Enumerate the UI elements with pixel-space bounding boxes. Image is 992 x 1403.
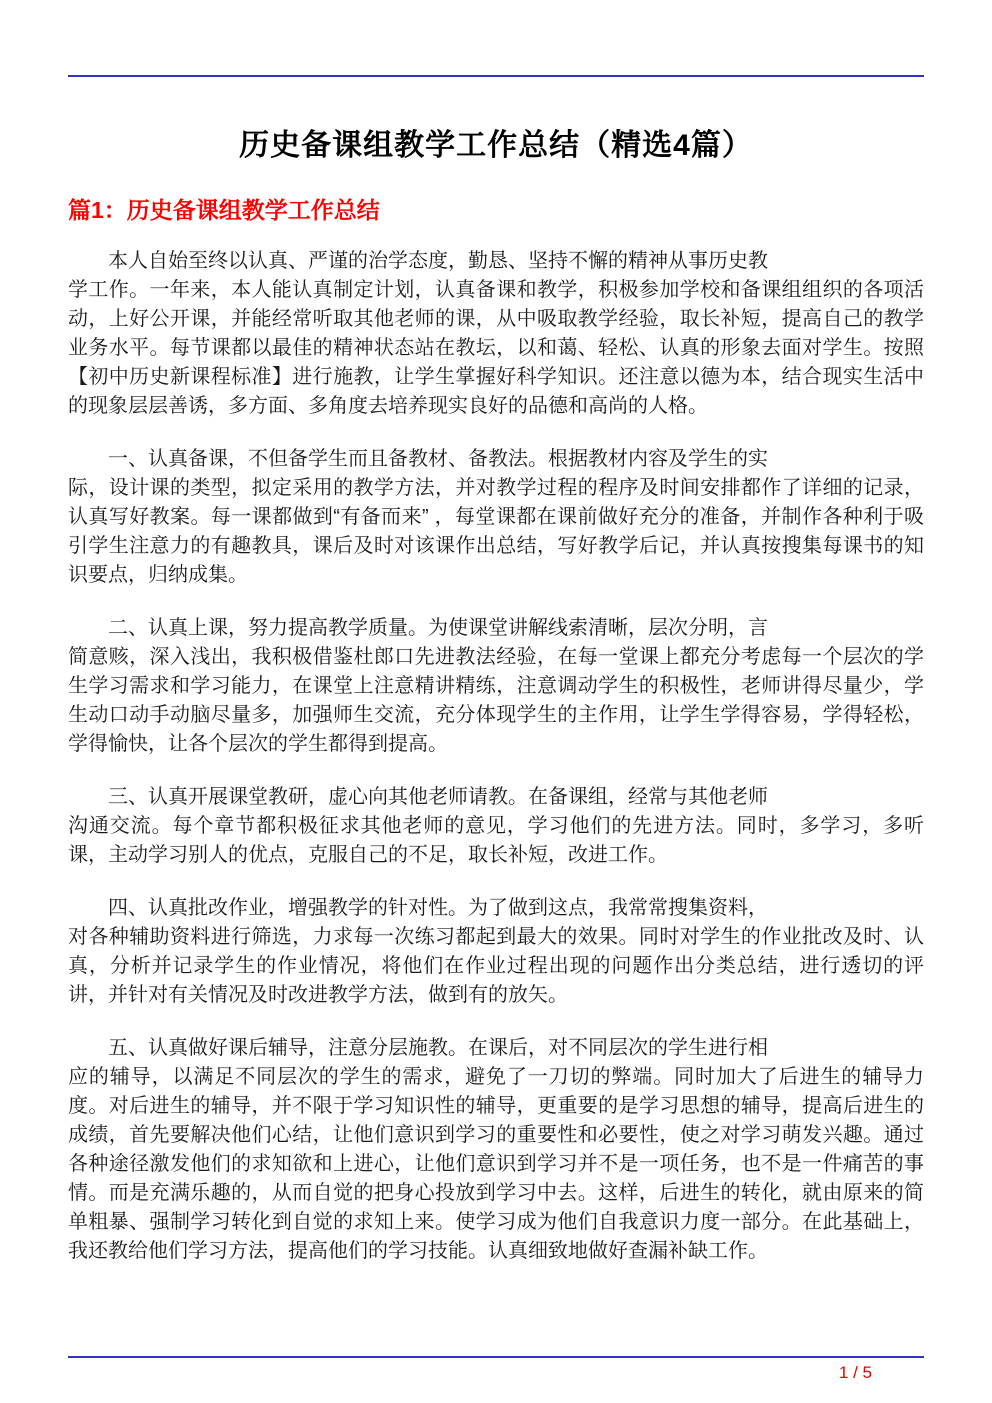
paragraph	[68, 614, 924, 759]
paragraph-body: 学工作。一年来，本人能认真制定计划，认真备课和教学，积极参加学校和备课组组织的各项活动，上好公开课，并能经常听取其他老师的课，从中吸取教学经验，取长补短，提高自己的教学业务水平。每节课都以最佳的精神状态站在教坛，以和蔼、轻松、认真的形象去面对学生。按照【初中历史新课程标准】进行施教，让学生掌握好科学知识。还注意以德为本，结合现实生活中的现象层层善诱，多方面、多角度去培养现实良好的品德和高尚的人格。	[68, 279, 924, 417]
paragraph-body: 沟通交流。每个章节都积极征求其他老师的意见，学习他们的先进方法。同时，多学习，多听课，主动学习别人的优点，克服自己的不足，取长补短，改进工作。	[68, 815, 924, 866]
section-heading: 篇1：历史备课组教学工作总结	[68, 197, 380, 223]
document-body	[68, 247, 924, 1266]
paragraph-first-line: 三、认真开展课堂教研，虚心向其他老师请教。在备课组，经常与其他老师	[108, 786, 768, 808]
paragraph-body: 应的辅导，以满足不同层次的学生的需求，避免了一刀切的弊端。同时加大了后进生的辅导力度。对后进生的辅导，并不限于学习知识性的辅导，更重要的是学习思想的辅导，提高后进生的成绩，首先要解决他们心结，让他们意识到学习的重要性和必要性，使之对学习萌发兴趣。通过各种途径激发他们的求知欲和上进心，让他们意识到学习并不是一项任务，也不是一件痛苦的事情。而是充满乐趣的，从而自觉的把身心投放到学习中去。这样，后进生的转化，就由原来的简单粗暴、强制学习转化到自觉的求知上来。使学习成为他们自我意识力度一部分。在此基础上，我还教给他们学习方法，提高他们的学习技能。认真细致地做好查漏补缺工作。	[68, 1066, 924, 1262]
paragraph-first-line: 五、认真做好课后辅导，注意分层施教。在课后，对不同层次的学生进行相	[108, 1037, 768, 1059]
paragraph-first-line: 二、认真上课，努力提高教学质量。为使课堂讲解线索清晰，层次分明，言	[108, 617, 768, 639]
page-number: 1 / 5	[838, 1363, 872, 1382]
paragraph-body: 际，设计课的类型，拟定采用的教学方法，并对教学过程的程序及时间安排都作了详细的记录，认真写好教案。每一课都做到“有备而来” ，每堂课都在课前做好充分的准备，并制作各种利于吸引学生注意力的有趣教具，课后及时对该课作出总结，写好教学后记，并认真按搜集每课书的知识要点，归纳成集。	[68, 477, 924, 586]
paragraph-first-line: 本人自始至终以认真、严谨的治学态度，勤恳、坚持不懈的精神从事历史教	[108, 250, 768, 272]
paragraph	[68, 247, 924, 421]
paragraph	[68, 894, 924, 1010]
bottom-divider	[68, 1356, 924, 1358]
paragraph-first-line: 四、认真批改作业，增强教学的针对性。为了做到这点，我常常搜集资料，	[108, 897, 768, 919]
paragraph	[68, 1034, 924, 1266]
paragraph-first-line: 一、认真备课，不但备学生而且备教材、备教法。根据教材内容及学生的实	[108, 448, 768, 470]
page-footer	[68, 1356, 924, 1383]
paragraph	[68, 445, 924, 590]
document-title: 历史备课组教学工作总结（精选4篇）	[239, 129, 753, 162]
paragraph	[68, 783, 924, 870]
top-divider	[68, 75, 924, 77]
paragraph-body: 简意赅，深入浅出，我积极借鉴杜郎口先进教法经验，在每一堂课上都充分考虑每一个层次的学生学习需求和学习能力，在课堂上注意精讲精练，注意调动学生的积极性，老师讲得尽量少，学生动口动手动脑尽量多，加强师生交流，充分体现学生的主作用，让学生学得容易，学得轻松，学得愉快，让各个层次的学生都得到提高。	[68, 646, 924, 755]
paragraph-body: 对各种辅助资料进行筛选，力求每一次练习都起到最大的效果。同时对学生的作业批改及时、认真，分析并记录学生的作业情况，将他们在作业过程出现的问题作出分类总结，进行透切的评讲，并针对有关情况及时改进教学方法，做到有的放矢。	[68, 926, 924, 1006]
